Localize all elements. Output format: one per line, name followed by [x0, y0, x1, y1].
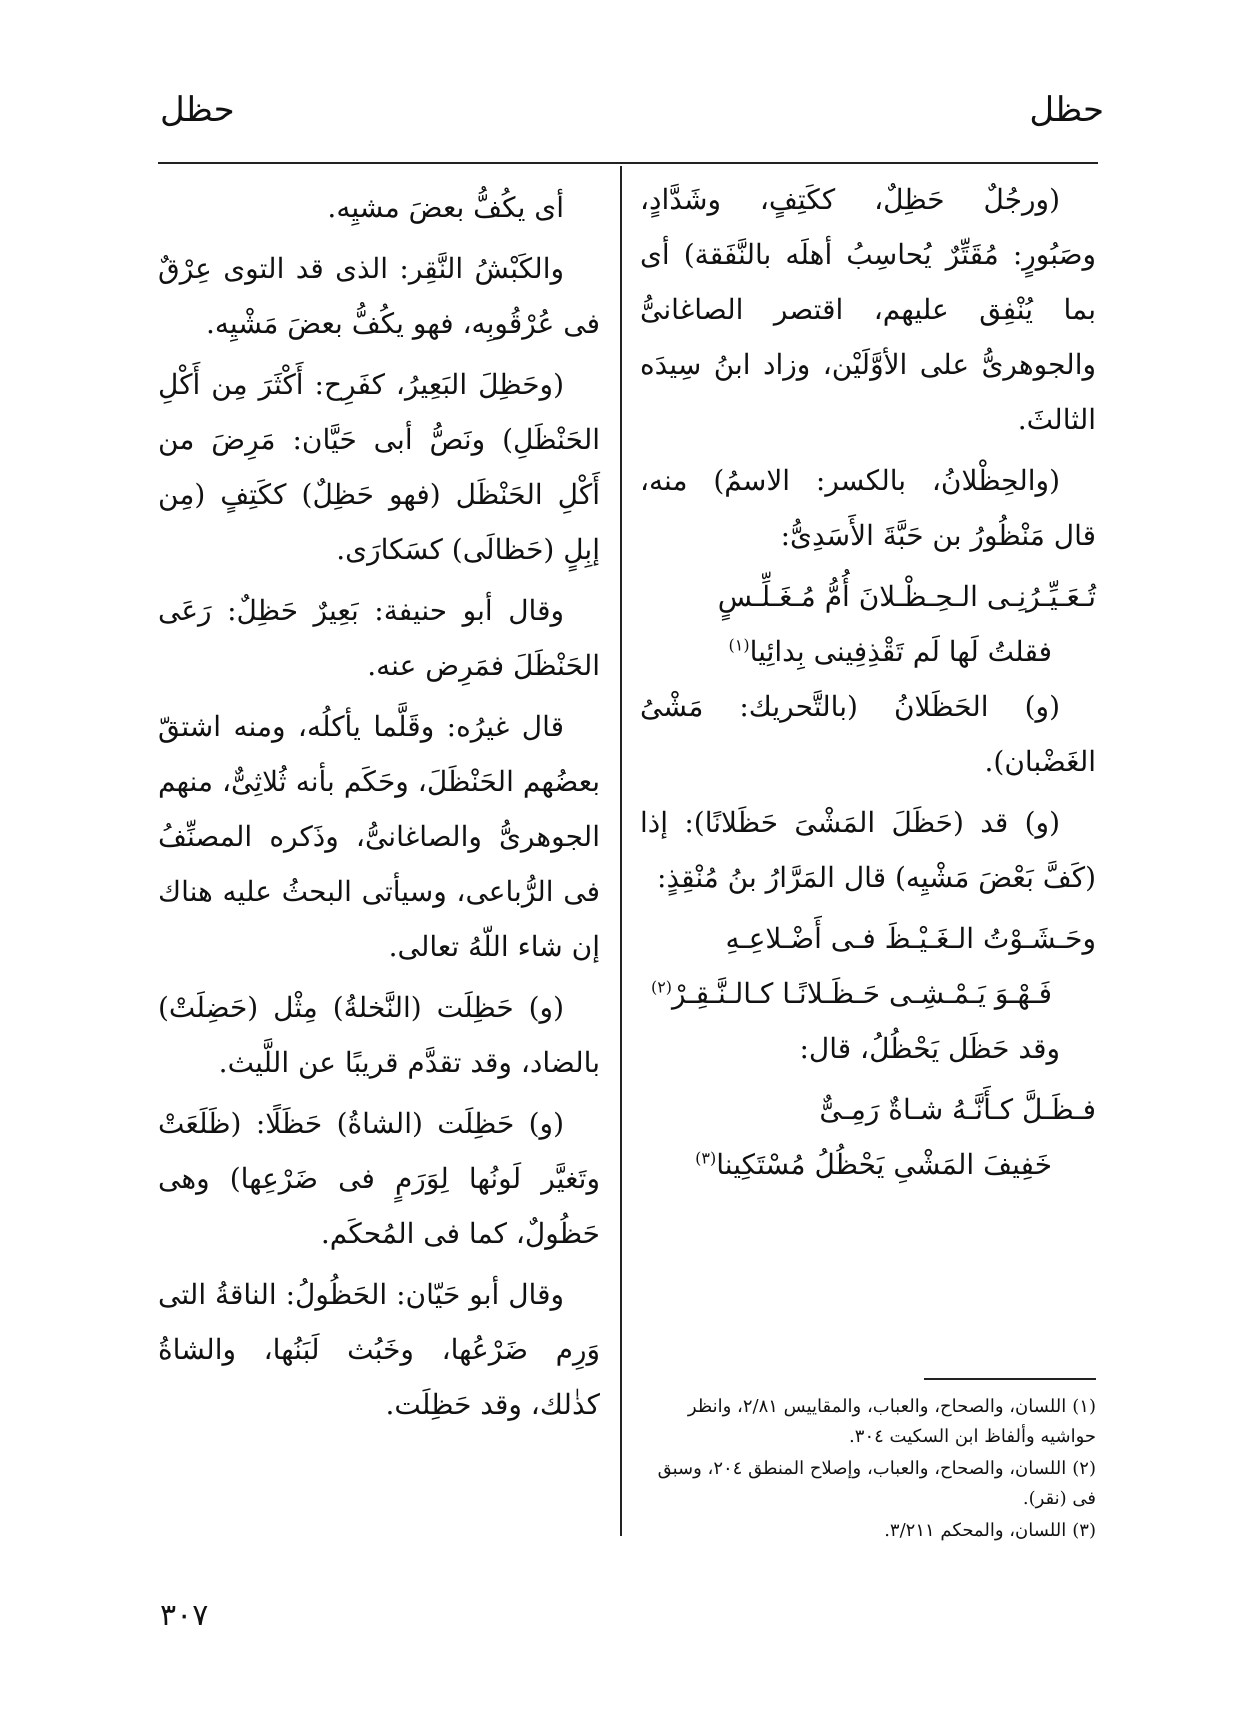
footnote-number: (٢)	[1072, 1458, 1096, 1479]
verse-text: فَـهْـوَ يَـمْـشِـى حَـظَـلانًـا كـالـنَّـقِـرْ	[672, 977, 1052, 1010]
verse-line	[640, 966, 1096, 1021]
verse-line	[640, 624, 1096, 679]
footnote	[640, 1516, 1096, 1546]
verse-line: تُـعَـيِّـرُنِـى الـحِـظْـلانَ أُمُّ مُـغَـلِّـسٍ	[717, 580, 1096, 613]
footnote	[640, 1392, 1096, 1452]
paragraph: وقال أبو حَيّان: الحَظُولُ: الناقةُ التى وَرِم ضَرْعُها، وخَبُث لَبَنُها، والشاةُ كذٰلك، وقد حَظِلَت.	[158, 1278, 600, 1421]
paragraph: (و) حَظِلَت (النَّخلةُ) مِثْل (حَضِلَتْ) بالضاد، وقد تقدَّم قريبًا عن اللَّيث.	[158, 991, 600, 1079]
footnote-number: (٣)	[1072, 1520, 1096, 1541]
footnote-text: اللسان، والصحاح، والعباب، وإصلاح المنطق ٢٠٤، وسبق فى (نقر).	[657, 1458, 1096, 1509]
column-divider	[620, 166, 622, 1536]
paragraph: (والحِظْلانُ، بالكسر: الاسمُ) منه، قال مَنْظُورُ بن حَبَّةَ الأَسَدِىُّ:	[640, 464, 1096, 552]
paragraph: (و) قد (حَظَلَ المَشْىَ حَظَلانًا): إذا (كَفَّ بَعْضَ مَشْيِه) قال المَرَّارُ بنُ مُنْقِذٍ:	[640, 806, 1096, 894]
verse-line: فـظَـلَّ كـأَنَّـهُ شـاةٌ رَمِـىٌّ	[819, 1093, 1096, 1126]
page-number: ٣٠٧	[160, 1598, 209, 1633]
verse-text: خَفِيفَ المَشْىِ يَحْظُلُ مُسْتَكِينا	[716, 1148, 1052, 1181]
paragraph: أى يكُفُّ بعضَ مشيِه.	[327, 191, 564, 224]
paragraph: والكَبْشُ النَّقِر: الذى قد التوى عِرْقٌ فى عُرْقُوبِه، فهو يكُفُّ بعضَ مَشْيِه.	[158, 252, 600, 340]
paragraph: وقال أبو حنيفة: بَعِيرٌ حَظِلٌ: رَعَى الحَنْظَلَ فمَرِض عنه.	[158, 594, 600, 682]
paragraph: قال غيرُه: وقَلَّما يأكلُه، ومنه اشتقّ بعضُهم الحَنْظَلَ، وحَكَم بأنه ثُلاثِىٌّ، منهم الجوهرىُّ والصاغانىُّ، وذَكره المصنِّفُ فى الرُّباعى، وسيأتى البحثُ عليه هناك إن شاء اللّهُ تعالى.	[158, 710, 600, 963]
running-head-right: حظل	[1029, 90, 1104, 130]
footnote-marker: (٣)	[695, 1148, 717, 1168]
footnote-text: اللسان، والمحكم ٣/٢١١.	[884, 1520, 1067, 1541]
paragraph: (وحَظِلَ البَعِيرُ، كفَرِح: أَكْثَرَ مِن أَكْلِ الحَنْظَلِ) ونَصُّ أبى حَيَّان: مَرِضَ من أَكْلِ الحَنْظَل (فهو حَظِلٌ) ككَتِفٍ (مِن إبِلٍ (حَظالَى) كسَكارَى.	[158, 368, 600, 566]
paragraph: (و) حَظِلَت (الشاةُ) حَظَلًا: (ظَلَعَتْ وتَغيَّر لَونُها لِوَرَمٍ فى ضَرْعِها) وهى حَظُولٌ، كما فى المُحكَم.	[158, 1107, 600, 1250]
header-rule	[158, 162, 1098, 164]
footnote-text: اللسان، والصحاح، والعباب، والمقاييس ٢/٨١، وانظر حواشيه وألفاظ ابن السكيت ٣٠٤.	[687, 1396, 1096, 1447]
footnote-marker: (١)	[728, 635, 750, 655]
footnote	[640, 1454, 1096, 1514]
footnote-rule	[924, 1378, 1096, 1380]
footnote-marker: (٢)	[650, 977, 673, 997]
footnote-number: (١)	[1072, 1396, 1096, 1417]
paragraph: وقد حَظَل يَحْظُلُ، قال:	[799, 1032, 1060, 1065]
left-column	[158, 180, 600, 1438]
right-column	[640, 172, 1096, 1192]
footnotes	[640, 1392, 1096, 1548]
running-head-left: حظل	[160, 90, 235, 130]
paragraph: (ورجُلٌ حَظِلٌ، ككَتِفٍ، وشَدَّادٍ، وصَبُورٍ: مُقَتِّرٌ يُحاسِبُ أهلَه بالنَّفَقة) أى بما يُنْفِق عليهم، اقتصر الصاغانىُّ والجوهرىُّ على الأوَّلَيْن، وزاد ابنُ سِيدَه الثالثَ.	[640, 183, 1096, 436]
verse-line	[640, 1137, 1096, 1192]
verse-line: وحَـشَـوْتُ الـغَـيْـظَ فـى أَضْـلاعِـهِ	[725, 922, 1096, 955]
verse-text: فقلتُ لَها لَم تَقْذِفِينى بِدائِيا	[749, 635, 1052, 668]
paragraph: (و) الحَظَلانُ (بالتَّحريك: مَشْىُ الغَضْبان).	[640, 690, 1096, 778]
